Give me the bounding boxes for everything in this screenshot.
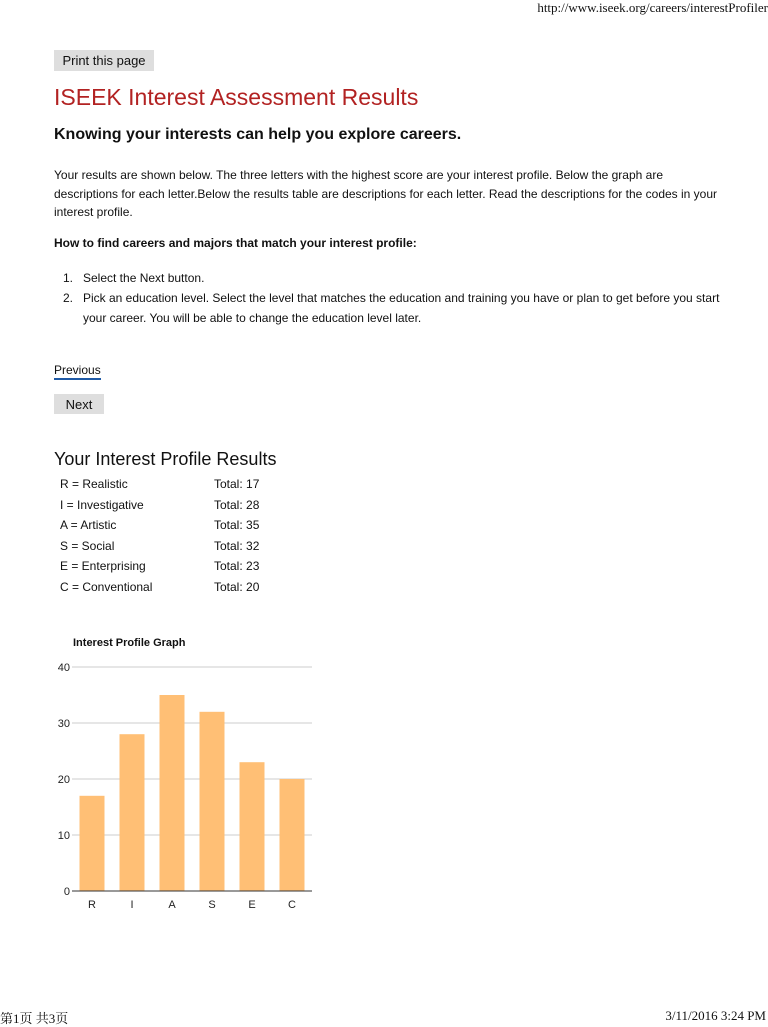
bar — [80, 796, 105, 891]
bar — [160, 695, 185, 891]
interest-label: C = Conventional — [60, 579, 153, 594]
x-tick-label: E — [248, 899, 256, 911]
step-item — [54, 268, 724, 288]
bar — [240, 762, 265, 891]
interest-profile-chart — [40, 655, 330, 915]
step-text: Select the Next button. — [83, 271, 205, 285]
intro-paragraph: Your results are shown below. The three letters with the highest score are your interest profile. Below the graph are descriptions for each letter.Below the results table are descriptions for each letter. Read the descriptions for the codes in your interest profile. — [54, 168, 718, 219]
bar — [120, 734, 145, 891]
y-tick-label: 30 — [57, 718, 70, 730]
interest-total: Total: 20 — [214, 579, 260, 594]
page-subtitle: Knowing your interests can help you explore careers. — [54, 126, 462, 143]
steps-list — [54, 268, 724, 328]
interest-label: I = Investigative — [60, 497, 144, 512]
bar — [200, 712, 225, 891]
table-row — [56, 495, 259, 516]
page-title: ISEEK Interest Assessment Results — [54, 84, 419, 110]
y-tick-label: 0 — [63, 886, 70, 898]
x-tick-label: C — [288, 899, 296, 911]
table-row — [56, 536, 259, 557]
interest-total: Total: 23 — [214, 559, 260, 574]
step-number: 1. — [63, 271, 74, 285]
interest-total: Total: 28 — [214, 497, 260, 512]
table-row — [56, 556, 259, 577]
print-datetime: 3/11/2016 3:24 PM — [665, 1008, 766, 1023]
chart-title: Interest Profile Graph — [73, 637, 186, 649]
interest-total: Total: 35 — [214, 518, 260, 533]
interest-label: R = Realistic — [60, 477, 128, 492]
page-info: 第1页 共3页 — [0, 1011, 69, 1026]
table-row — [56, 515, 259, 536]
x-tick-label: A — [168, 899, 176, 911]
interest-label: S = Social — [60, 538, 115, 553]
bar — [280, 779, 305, 891]
x-tick-label: I — [130, 899, 134, 911]
results-title: Your Interest Profile Results — [54, 449, 277, 469]
interest-total: Total: 32 — [214, 538, 260, 553]
step-number: 2. — [63, 291, 74, 305]
table-row — [56, 474, 259, 495]
step-item — [54, 288, 724, 328]
previous-link[interactable]: Previous — [54, 363, 101, 380]
interest-total: Total: 17 — [214, 477, 260, 492]
y-tick-label: 40 — [57, 662, 70, 674]
page-url: http://www.iseek.org/careers/interestProfiler — [537, 0, 768, 15]
x-tick-label: R — [88, 899, 96, 911]
results-table — [56, 474, 259, 597]
step-text: Pick an education level. Select the level that matches the education and training you have or plan to get before you start your career. You will be able to change the education level later. — [83, 291, 720, 325]
interest-label: E = Enterprising — [60, 559, 146, 574]
x-tick-label: S — [208, 899, 216, 911]
print-button[interactable]: Print this page — [54, 50, 154, 71]
y-tick-label: 10 — [57, 830, 70, 842]
next-button[interactable]: Next — [54, 394, 104, 414]
y-tick-label: 20 — [57, 774, 70, 786]
table-row — [56, 577, 259, 598]
interest-label: A = Artistic — [60, 518, 117, 533]
howto-heading: How to find careers and majors that match your interest profile: — [54, 236, 417, 250]
